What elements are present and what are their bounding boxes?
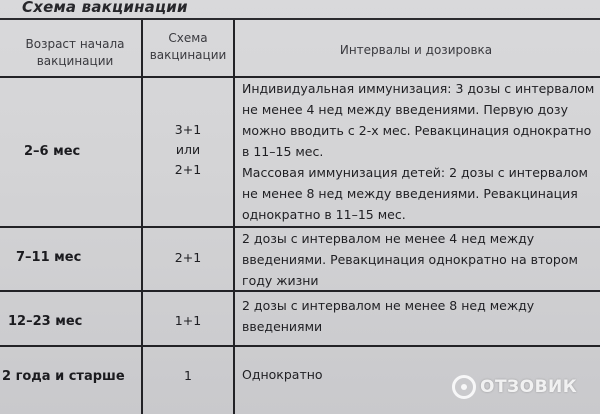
row-scheme: [143, 366, 233, 386]
scheme-line: 1+1: [174, 313, 202, 328]
otzovik-logo-icon: [452, 375, 476, 399]
column-divider-2: [233, 20, 235, 414]
interval-line: Однократно: [242, 367, 323, 382]
row-scheme: [143, 248, 233, 268]
interval-line: не менее 8 нед между введениями. Ревакцинация: [242, 186, 578, 201]
interval-line: не менее 4 нед между введениями. Первую дозу: [242, 102, 568, 117]
row-scheme: [143, 120, 233, 180]
scheme-line: 2+1: [174, 162, 202, 177]
column-divider-1: [141, 20, 143, 414]
row-age: 2 года и старше: [2, 369, 125, 384]
row-intervals: [242, 228, 598, 291]
interval-line: однократно в 11–15 мес.: [242, 207, 406, 222]
row-intervals: [242, 78, 598, 225]
header-age: [10, 36, 140, 70]
row-scheme: [143, 311, 233, 331]
interval-line: в 11–15 мес.: [242, 144, 324, 159]
interval-line: 2 дозы с интервалом не менее 8 нед между: [242, 298, 535, 313]
row-age: 7–11 мес: [16, 250, 82, 265]
scheme-line: 1: [184, 368, 192, 383]
interval-line: году жизни: [242, 273, 319, 288]
scheme-line: 2+1: [174, 250, 202, 265]
otzovik-watermark: [452, 372, 592, 402]
row-intervals: [242, 295, 598, 337]
interval-line: 2 дозы с интервалом не менее 4 нед между: [242, 231, 535, 246]
watermark-text: ОТЗОВИК: [480, 377, 578, 397]
header-age-line: вакцинации: [36, 54, 114, 68]
row-age: 2–6 мес: [24, 144, 81, 159]
row-rule-3: [0, 345, 600, 347]
header-scheme: [143, 30, 233, 64]
header-age-line: Возраст начала: [25, 37, 125, 51]
interval-line: Индивидуальная иммунизация: 3 дозы с интервалом: [242, 81, 595, 96]
interval-line: введениями. Ревакцинация однократно на втором: [242, 252, 578, 267]
header-intervals-line: Интервалы и дозировка: [339, 43, 493, 57]
interval-line: введениями: [242, 319, 323, 334]
interval-line: Массовая иммунизация детей: 2 дозы с интервалом: [242, 165, 588, 180]
header-scheme-line: Схема: [168, 31, 208, 45]
title-rule: [0, 18, 600, 20]
row-intervals: [242, 364, 442, 385]
scheme-line: 3+1: [174, 122, 202, 137]
header-intervals: [236, 42, 596, 59]
scheme-line: или: [175, 142, 201, 157]
row-age: 12–23 мес: [8, 314, 83, 329]
table-title: Схема вакцинации: [22, 0, 188, 16]
interval-line: можно вводить с 2-х мес. Ревакцинация однократно: [242, 123, 592, 138]
header-scheme-line: вакцинации: [149, 48, 227, 62]
